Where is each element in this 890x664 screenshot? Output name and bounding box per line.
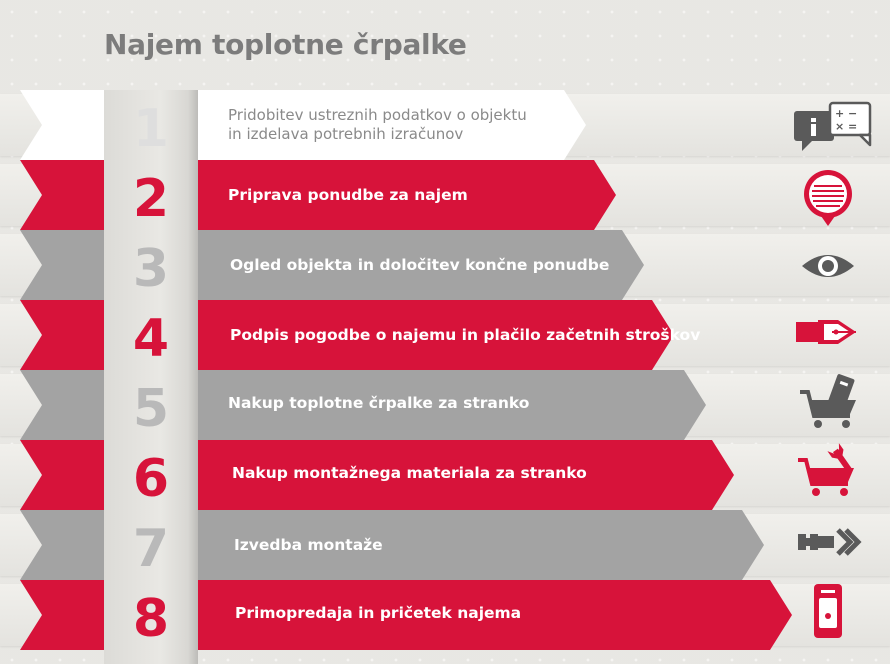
step-1-number: 1 xyxy=(132,99,170,159)
step-5-number: 5 xyxy=(132,379,170,439)
step-6-number: 6 xyxy=(132,449,170,509)
step-2-label: Priprava ponudbe za najem xyxy=(228,185,468,204)
fountain-pen-icon xyxy=(794,304,864,364)
page-title: Najem toplotne črpalke xyxy=(104,28,467,61)
step-8-number: 8 xyxy=(132,589,170,649)
info-calculator-icon xyxy=(794,97,864,157)
step-6-label: Nakup montažnega materiala za stranko xyxy=(232,463,587,482)
step-1-label: Pridobitev ustreznih podatkov o objektu in izdelava potrebnih izračunov xyxy=(228,106,527,143)
document-seal-icon xyxy=(794,166,864,226)
step-5-label: Nakup toplotne črpalke za stranko xyxy=(228,393,530,412)
svg-text:× =: × = xyxy=(835,120,858,133)
step-7-label: Izvedba montaže xyxy=(234,535,383,554)
cart-device-icon xyxy=(794,374,864,434)
eye-icon xyxy=(794,236,864,296)
step-4-number: 4 xyxy=(132,309,170,369)
svg-text:+ −: + − xyxy=(835,107,858,120)
step-4-label: Podpis pogodbe o najemu in plačilo začetnih stroškov xyxy=(230,325,701,344)
step-7-number: 7 xyxy=(132,519,170,579)
cart-wrench-icon xyxy=(794,440,864,500)
heat-pump-unit-icon xyxy=(794,582,864,642)
step-3-number: 3 xyxy=(132,239,170,299)
step-8-label: Primopredaja in pričetek najema xyxy=(235,603,522,622)
step-2-number: 2 xyxy=(132,169,170,229)
wrench-arrow-icon xyxy=(794,512,864,572)
step-3-label: Ogled objekta in določitev končne ponudbe xyxy=(230,255,610,274)
